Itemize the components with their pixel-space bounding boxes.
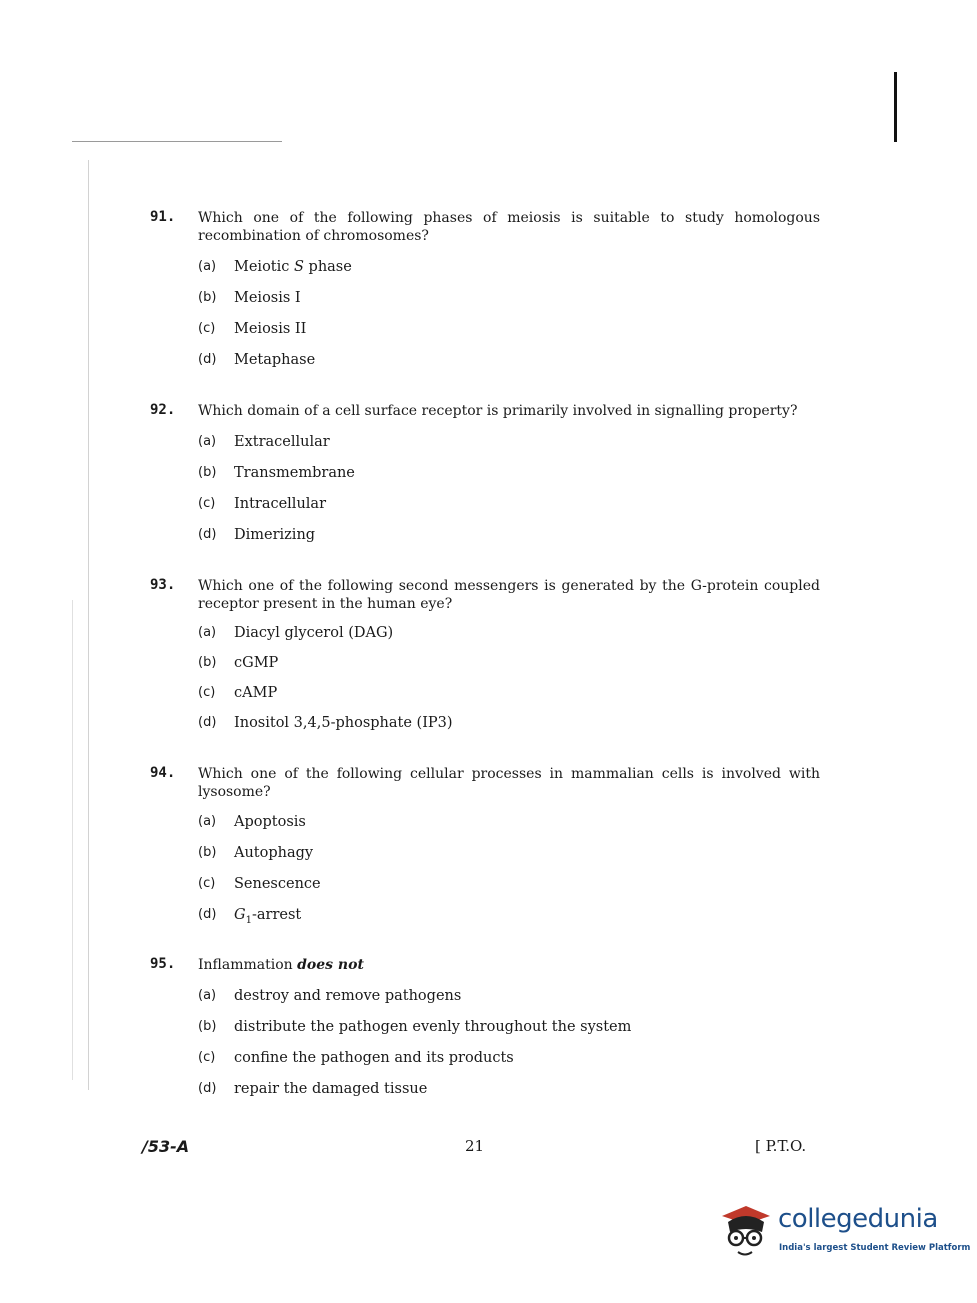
option-c bbox=[198, 1048, 820, 1079]
option-label: (d) bbox=[198, 907, 217, 922]
question-text: Which one of the following phases of meiosis is suitable to study homologous recombination of chromosomes? bbox=[198, 210, 820, 244]
question-93 bbox=[150, 577, 820, 743]
option-text: Metaphase bbox=[234, 352, 316, 368]
question-text: Which one of the following cellular processes in mammalian cells is involved with lysosome? bbox=[198, 766, 820, 800]
question-number: 95. bbox=[150, 956, 176, 972]
option-label: (c) bbox=[198, 1050, 216, 1065]
option-b bbox=[198, 288, 820, 319]
question-text: Which domain of a cell surface receptor is primarily involved in signalling property? bbox=[198, 403, 798, 419]
question-number: 93. bbox=[150, 577, 176, 593]
option-label: (d) bbox=[198, 527, 217, 542]
option-text: Apoptosis bbox=[234, 814, 306, 830]
question-92 bbox=[150, 402, 820, 556]
option-label: (b) bbox=[198, 465, 217, 480]
option-label: (a) bbox=[198, 434, 217, 449]
option-b bbox=[198, 843, 820, 874]
option-label: (a) bbox=[198, 814, 217, 829]
pto-label: [ P.T.O. bbox=[755, 1137, 807, 1155]
option-c bbox=[198, 874, 820, 905]
option-label: (d) bbox=[198, 1081, 217, 1096]
option-a bbox=[198, 623, 820, 653]
question-number: 91. bbox=[150, 209, 176, 225]
option-a bbox=[198, 986, 820, 1017]
top-rule bbox=[72, 141, 282, 142]
option-text: Senescence bbox=[234, 876, 321, 892]
option-text: Inositol 3,4,5-phosphate (IP3) bbox=[234, 715, 453, 731]
option-d bbox=[198, 905, 820, 936]
question-text bbox=[198, 956, 820, 974]
right-edge-bar bbox=[894, 72, 897, 142]
option-d bbox=[198, 1079, 820, 1110]
option-label: (b) bbox=[198, 290, 217, 305]
question-text: Which one of the following second messengers is generated by the G-protein coupled receptor present in the human eye? bbox=[198, 578, 820, 612]
option-text: Intracellular bbox=[234, 496, 326, 512]
option-label: (a) bbox=[198, 259, 217, 274]
question-text-prefix: Inflammation bbox=[198, 957, 293, 973]
question-94 bbox=[150, 765, 820, 936]
option-text: destroy and remove pathogens bbox=[234, 988, 462, 1004]
option-text: distribute the pathogen evenly throughout the system bbox=[234, 1019, 632, 1035]
paper-code: /53-A bbox=[142, 1137, 190, 1156]
option-text: Dimerizing bbox=[234, 527, 316, 543]
question-95 bbox=[150, 956, 820, 1110]
option-b bbox=[198, 653, 820, 683]
option-text: Meiosis II bbox=[234, 321, 307, 337]
page-number: 21 bbox=[465, 1137, 485, 1155]
option-text: Meiotic S phase bbox=[234, 259, 352, 275]
question-text-emphasis: does not bbox=[297, 957, 364, 973]
option-d bbox=[198, 713, 820, 743]
option-text: Autophagy bbox=[234, 845, 314, 861]
option-label: (b) bbox=[198, 1019, 217, 1034]
question-91 bbox=[150, 209, 820, 381]
option-text: Extracellular bbox=[234, 434, 330, 450]
left-margin-line bbox=[88, 160, 89, 1090]
option-label: (a) bbox=[198, 625, 217, 640]
option-label: (d) bbox=[198, 352, 217, 367]
collegedunia-logo bbox=[718, 1196, 971, 1266]
option-label: (b) bbox=[198, 845, 217, 860]
option-a bbox=[198, 432, 820, 463]
option-c bbox=[198, 494, 820, 525]
option-label: (c) bbox=[198, 685, 216, 700]
option-label: (b) bbox=[198, 655, 217, 670]
option-d bbox=[198, 350, 820, 381]
option-a bbox=[198, 257, 820, 288]
question-number: 92. bbox=[150, 402, 176, 418]
question-number: 94. bbox=[150, 765, 176, 781]
mascot-icon bbox=[718, 1202, 774, 1262]
option-label: (d) bbox=[198, 715, 217, 730]
logo-tagline: India's largest Student Review Platform bbox=[779, 1243, 971, 1253]
option-text: repair the damaged tissue bbox=[234, 1081, 428, 1097]
option-c bbox=[198, 683, 820, 713]
option-text: Diacyl glycerol (DAG) bbox=[234, 625, 394, 641]
logo-name: collegedunia bbox=[778, 1204, 938, 1234]
option-b bbox=[198, 463, 820, 494]
option-text: Transmembrane bbox=[234, 465, 355, 481]
option-text: cAMP bbox=[234, 685, 278, 701]
option-b bbox=[198, 1017, 820, 1048]
option-text: Meiosis I bbox=[234, 290, 301, 306]
option-c bbox=[198, 319, 820, 350]
left-margin-line-secondary bbox=[72, 600, 73, 1080]
option-text: $G_1$-arrest bbox=[234, 907, 302, 926]
option-label: (c) bbox=[198, 496, 216, 511]
option-label: (c) bbox=[198, 321, 216, 336]
option-d bbox=[198, 525, 820, 556]
option-text: confine the pathogen and its products bbox=[234, 1050, 514, 1066]
option-label: (a) bbox=[198, 988, 217, 1003]
option-text: cGMP bbox=[234, 655, 279, 671]
option-label: (c) bbox=[198, 876, 216, 891]
option-a bbox=[198, 812, 820, 843]
